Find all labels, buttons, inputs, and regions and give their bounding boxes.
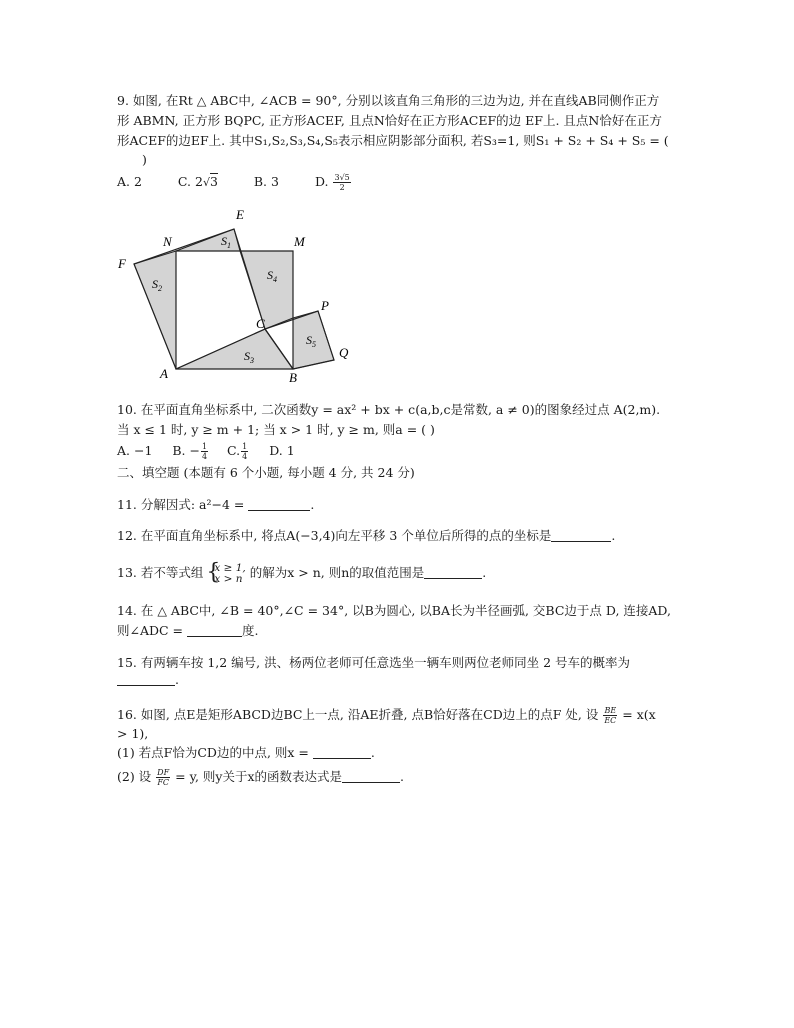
label-s4: $S_4$: [267, 268, 277, 284]
q12: 12. 在平面直角坐标系中, 将点A(−3,4)向左平移 3 个单位后所得的点的坐标是 .: [117, 528, 616, 543]
q9-line2: 形 ABMN, 正方形 BQPC, 正方形ACEF, 且点N恰好在正方形ACEF的边 EF上. 且点N恰好在正方: [117, 113, 662, 128]
label-a: A: [160, 366, 168, 381]
q9-line3: 形ACEF的边EF上. 其中S₁,S₂,S₃,S₄,S₅表示相应阴影部分面积, 若S₃=1, 则S₁ + S₂ + S₄ + S₅ = (: [117, 133, 669, 148]
q9-option-a: A. 2: [117, 174, 142, 189]
q9-option-d: D. $\frac{3√5}{2}$: [314, 173, 350, 192]
q11-answer-blank[interactable]: [248, 498, 310, 511]
label-q: Q: [339, 345, 349, 360]
q10-options: [117, 442, 295, 461]
label-s3: $S_3$: [244, 349, 254, 365]
label-f: F: [118, 256, 126, 271]
q10-option-d: D. 1: [269, 443, 295, 458]
q15-line1: 15. 有两辆车按 1,2 编号, 洪、杨两位老师可任意选坐一辆车则两位老师同坐 2 号车的概率为: [117, 655, 631, 670]
q16-part1: (1) 若点F恰为CD边的中点, 则x = .: [117, 745, 375, 760]
shaded-s3: [176, 329, 293, 369]
q13: 13. 若不等式组 { x ≥ 1, x > n 的解为x > n, 则n的取值范围是 .: [117, 560, 486, 586]
label-e: E: [236, 207, 244, 222]
q10-option-b: B. − $\frac{1}{4}$: [172, 442, 208, 461]
shaded-s2: [134, 251, 176, 369]
q15-answer-blank[interactable]: [117, 673, 175, 686]
q10-line2: 当 x ≤ 1 时, y ≥ m + 1; 当 x > 1 时, y ≥ m, 则a = ( ): [117, 422, 435, 437]
label-n: N: [163, 234, 172, 249]
label-s1: $S_1$: [221, 234, 231, 250]
q13-inequality-system: { x ≥ 1, x > n: [207, 563, 245, 585]
q16-part2-answer-blank[interactable]: [342, 770, 400, 783]
q10-option-a: A. −1: [117, 443, 153, 458]
q14-line2: 则∠ADC = 度.: [117, 623, 259, 638]
q16-line2: > 1),: [117, 726, 149, 741]
q13-answer-blank[interactable]: [424, 566, 482, 579]
label-b: B: [289, 370, 297, 385]
q14-answer-blank[interactable]: [187, 624, 242, 637]
q16-line1: 16. 如图, 点E是矩形ABCD边BC上一点, 沿AE折叠, 点B恰好落在CD边上的点F 处, 设 $\frac{BE}{EC}$ = x(x: [117, 706, 656, 725]
q9-option-c: B. 3: [253, 174, 279, 189]
q16-part2: (2) 设 $\frac{DF}{FC}$ = y, 则y关于x的函数表达式是 .: [117, 768, 405, 787]
shaded-s4: [240, 251, 293, 329]
label-s2: $S_2$: [152, 277, 162, 293]
section-2-heading: 二、填空题 (本题有 6 个小题, 每小题 4 分, 共 24 分): [117, 465, 415, 480]
label-p: P: [321, 298, 329, 313]
label-c: C: [256, 316, 265, 331]
q10-option-c: C. $\frac{1}{4}$: [227, 442, 248, 461]
label-m: M: [294, 234, 305, 249]
q9-line4: ): [142, 152, 147, 167]
q14-line1: 14. 在 △ ABC中, ∠B = 40°,∠C = 34°, 以B为圆心, 以BA长为半径画弧, 交BC边于点 D, 连接AD,: [117, 603, 671, 618]
q16-part1-answer-blank[interactable]: [313, 746, 371, 759]
q15-line2: .: [117, 672, 179, 688]
q12-answer-blank[interactable]: [551, 529, 611, 542]
q9-option-b: C. 2√3: [177, 174, 218, 189]
q10-line1: 10. 在平面直角坐标系中, 二次函数y = ax² + bx + c(a,b,c是常数, a ≠ 0)的图象经过点 A(2,m).: [117, 402, 661, 417]
q11: 11. 分解因式: a²−4 = .: [117, 497, 315, 512]
q9-line1: 9. 如图, 在Rt △ ABC中, ∠ACB = 90°, 分别以该直角三角形的三边为边, 并在直线AB同侧作正方: [117, 93, 660, 108]
label-s5: $S_5$: [306, 333, 316, 349]
